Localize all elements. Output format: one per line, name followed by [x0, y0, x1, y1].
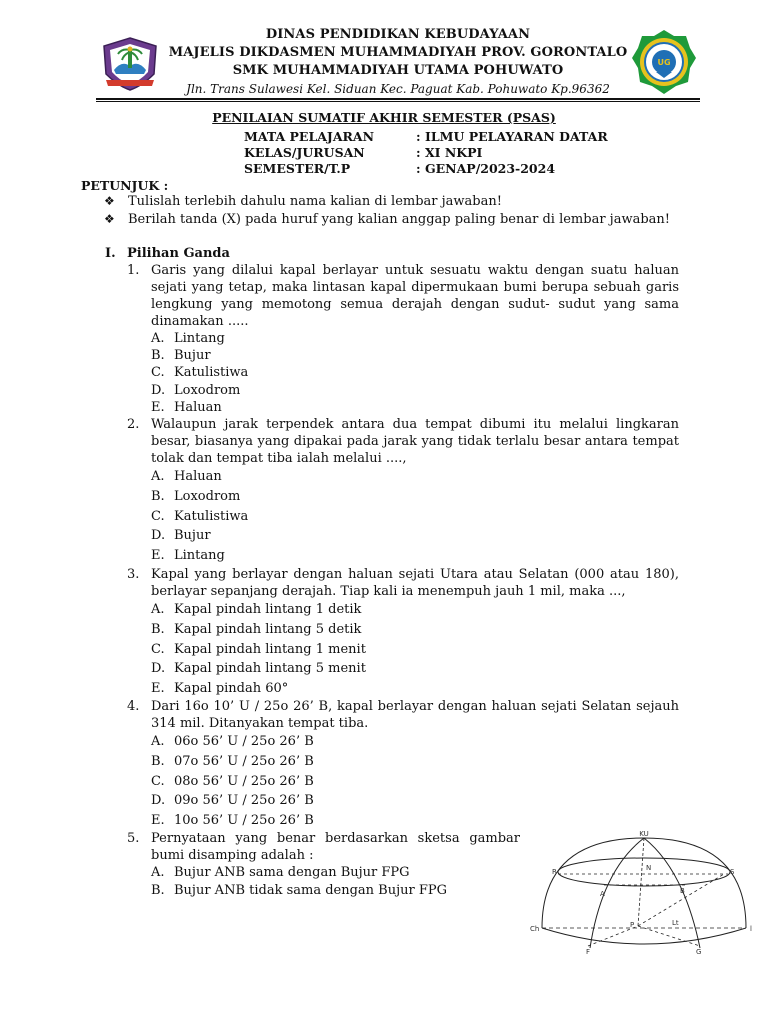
option-e[interactable]: E. Kapal pindah 60° [151, 681, 289, 697]
school-logo-icon [630, 28, 698, 96]
question-text: Dari 16o 10’ U / 25o 26’ B, kapal berlayar dengan haluan sejati Selatan sejauh 314 mil. Ditanyakan tempat tiba. [151, 699, 679, 731]
option-c[interactable]: C. Katulistiwa [151, 508, 249, 524]
option-d[interactable]: D. 09o 56’ U / 25o 26’ B [151, 793, 314, 809]
option-d[interactable]: D. Bujur [151, 528, 211, 544]
label-b: B [680, 887, 685, 895]
question-1-options [151, 330, 248, 416]
label-a: A [600, 890, 605, 898]
letterhead-text [96, 26, 700, 98]
option-b[interactable]: B. 07o 56’ U / 25o 26’ B [151, 753, 314, 769]
letterhead-rule-thin [96, 101, 700, 102]
dashed-chord [638, 874, 724, 926]
exam-title: PENILAIAN SUMATIF AKHIR SEMESTER (PSAS) [212, 110, 556, 125]
instructions-heading: PETUNJUK : [81, 178, 169, 193]
earth-sketch-diagram [528, 830, 760, 960]
section-heading: I. Pilihan Ganda [105, 246, 230, 261]
question-number: 3. [127, 567, 140, 582]
label-p: P [630, 921, 635, 929]
question-number: 2. [127, 417, 140, 432]
question-number: 4. [127, 699, 140, 714]
question-1 [127, 262, 679, 330]
instruction-item: ❖ Tulislah terlebih dahulu nama kalian di lembar jawaban! [104, 194, 502, 209]
parallel-ellipse [558, 858, 730, 886]
label-l: l [750, 925, 752, 933]
question-3 [127, 566, 679, 600]
question-3-options [151, 600, 366, 699]
question-text: Walaupun jarak terpendek antara dua tempat dibumi itu melalui lingkaran besar, biasanya yang dipakai pada jarak yang tidak terlalu besar antara tempat tolak dan tempat tiba ialah melalui ...., [151, 417, 679, 466]
question-4-options [151, 732, 314, 831]
label-ch: Ch [530, 925, 540, 933]
question-number: 1. [127, 263, 140, 278]
question-text: Kapal yang berlayar dengan haluan sejati Utara atau Selatan (000 atau 180), berlayar sepanjang derajah. Tiap kali ia menempuh jauh 1 mil, maka ..., [151, 567, 679, 599]
label-f: F [586, 948, 591, 956]
agency-name: DINAS PENDIDIKAN KEBUDAYAAN [265, 27, 531, 42]
question-5-options [151, 864, 447, 900]
option-b[interactable]: B. Bujur [151, 348, 211, 364]
meta-label: MATA PELAJARAN [244, 129, 375, 144]
option-b[interactable]: B. Bujur ANB tidak sama dengan Bujur FPG [151, 883, 448, 898]
option-e[interactable]: E. Haluan [151, 399, 222, 415]
meridian-line [644, 838, 700, 948]
option-a[interactable]: A. Kapal pindah lintang 1 detik [151, 602, 362, 617]
instruction-item: ❖ Berilah tanda (X) pada huruf yang kalian anggap paling benar di lembar jawaban! [104, 212, 670, 227]
diamond-bullet-icon: ❖ [104, 194, 115, 208]
label-r: R [552, 868, 557, 876]
meta-value: : XI NKPI [416, 145, 483, 160]
question-2 [127, 416, 679, 467]
council-name: MAJELIS DIKDASMEN MUHAMMADIYAH PROV. GORONTALO [168, 45, 628, 60]
question-5 [127, 830, 520, 864]
axis-line [638, 838, 644, 926]
option-c[interactable]: C. Katulistiwa [151, 365, 249, 381]
label-g: G [696, 948, 702, 956]
school-address: Jln. Trans Sulawesi Kel. Siduan Kec. Paguat Kab. Pohuwato Kp.96362 [186, 82, 610, 96]
svg-text:UG: UG [657, 58, 671, 67]
equator-front-curve [542, 928, 746, 944]
option-a[interactable]: A. 06o 56’ U / 25o 26’ B [151, 734, 314, 749]
question-number: 5. [127, 831, 140, 846]
hemisphere-outline [542, 838, 746, 928]
option-c[interactable]: C. Kapal pindah lintang 1 menit [151, 641, 366, 657]
meridian-line [590, 838, 644, 948]
label-ku: KU [639, 830, 649, 838]
letterhead [96, 26, 700, 100]
option-d[interactable]: D. Loxodrom [151, 382, 241, 398]
diamond-bullet-icon: ❖ [104, 212, 115, 226]
option-e[interactable]: E. 10o 56’ U / 25o 26’ B [151, 813, 314, 829]
option-b[interactable]: B. Kapal pindah lintang 5 detik [151, 621, 362, 637]
exam-meta [244, 129, 644, 177]
letterhead-rule-thick [96, 98, 700, 100]
option-a[interactable]: A. Bujur ANB sama dengan Bujur FPG [151, 865, 410, 880]
option-a[interactable]: A. Lintang [151, 331, 225, 346]
meta-label: SEMESTER/T.P [244, 161, 351, 176]
meta-value: : ILMU PELAYARAN DATAR [416, 129, 608, 144]
option-a[interactable]: A. Haluan [151, 469, 222, 484]
question-4 [127, 698, 679, 732]
question-2-options [151, 467, 248, 566]
meta-label: KELAS/JURUSAN [244, 145, 365, 160]
option-e[interactable]: E. Lintang [151, 548, 225, 564]
meta-row-class [244, 145, 644, 161]
option-d[interactable]: D. Kapal pindah lintang 5 menit [151, 661, 366, 677]
option-b[interactable]: B. Loxodrom [151, 488, 241, 504]
question-text: Garis yang dilalui kapal berlayar untuk sesuatu waktu dengan suatu haluan sejati yang tetap, maka lintasan kapal dipermukaan bumi berupa sebuah garis lengkung yang memotong semua derajah dengan sudut- sudut yang sama dinamakan ..... [151, 263, 679, 329]
meta-row-subject [244, 129, 644, 145]
meta-value: : GENAP/2023-2024 [416, 161, 556, 176]
label-s: S [730, 868, 735, 876]
label-lt: Lt [672, 919, 679, 927]
option-c[interactable]: C. 08o 56’ U / 25o 26’ B [151, 773, 314, 789]
school-name: SMK MUHAMMADIYAH UTAMA POHUWATO [232, 63, 564, 78]
meta-row-semester [244, 161, 644, 177]
label-n: N [646, 864, 652, 872]
question-text: Pernyataan yang benar berdasarkan sketsa gambar bumi disamping adalah : [151, 831, 520, 863]
